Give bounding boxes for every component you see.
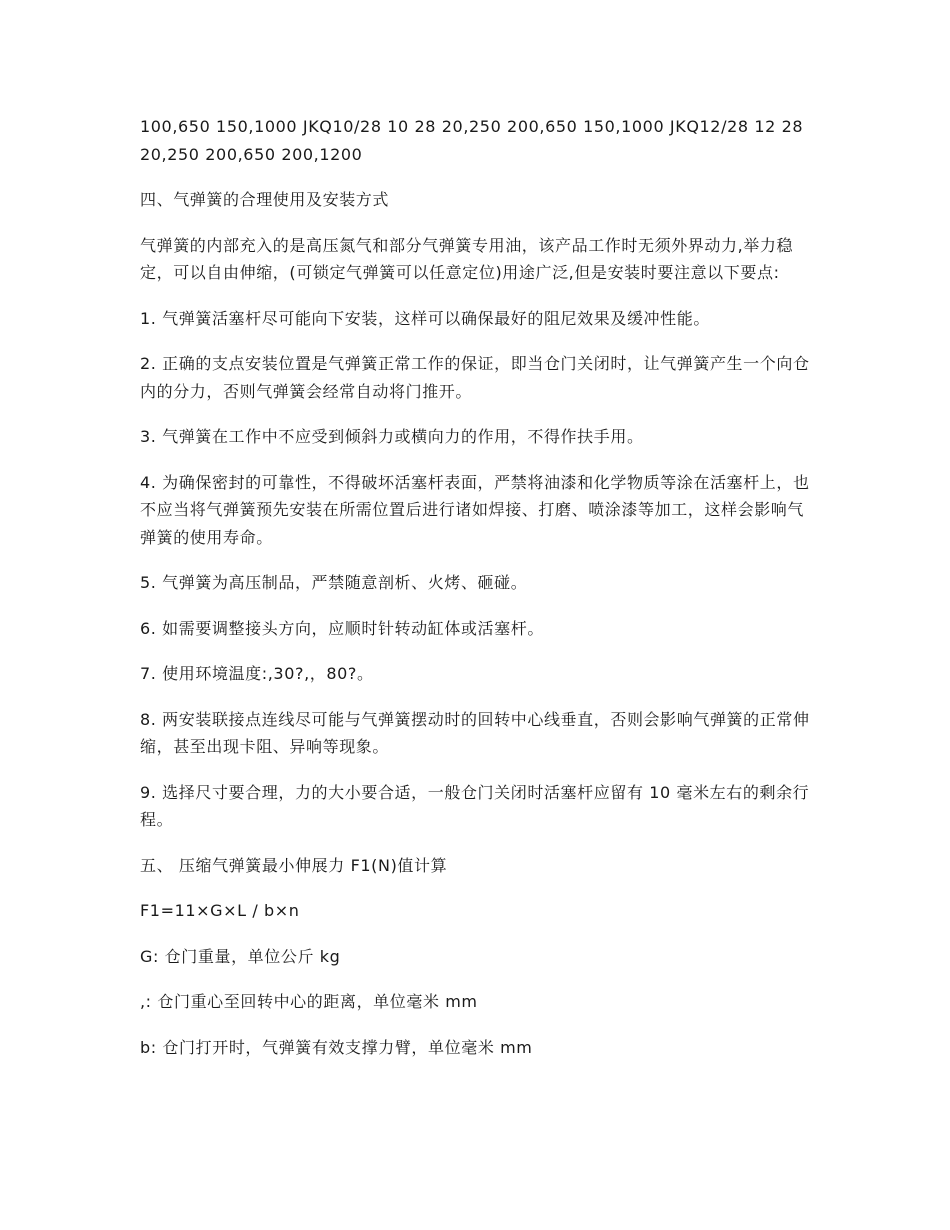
variable-l-definition: ,: 仓门重心至回转中心的距离，单位毫米 mm [140,992,478,1011]
list-item-3: 3. 气弹簧在工作中不应受到倾斜力或横向力的作用，不得作扶手用。 [140,427,644,446]
variable-b-definition: b: 仓门打开时，气弹簧有效支撑力臂，单位毫米 mm [140,1037,533,1057]
list-item-7: 7. 使用环境温度:,30?,，80?。 [140,664,374,683]
list-item-9: 9. 选择尺寸要合理，力的大小要合适，一般仓门关闭时活塞杆应留有 10 毫米左右的剩余行程。 [140,782,810,829]
intro-paragraph: 气弹簧的内部充入的是高压氮气和部分气弹簧专用油，该产品工作时无须外界动力,举力稳定，可以自由伸缩，(可锁定气弹簧可以任意定位)用途广泛,但是安装时要注意以下要点: [140,235,794,282]
variable-g-definition: G: 仓门重量，单位公斤 kg [140,946,341,966]
section-heading-installation: 四、气弹簧的合理使用及安装方式 [140,190,390,209]
list-item-4: 4. 为确保密封的可靠性，不得破坏活塞杆表面，严禁将油漆和化学物质等涂在活塞杆上，也不应当将气弹簧预先安装在所需位置后进行诸如焊接、打磨、喷涂漆等加工，这样会影响气弹簧的使用寿命。 [140,472,810,547]
formula: F1=11×G×L / b×n [140,901,300,920]
section-heading-force: 五、 压缩气弹簧最小伸展力 F1(N)值计算 [140,855,448,875]
list-item-6: 6. 如需要调整接头方向，应顺时针转动缸体或活塞杆。 [140,618,544,638]
document-page [140,113,820,1079]
list-item-8: 8. 两安装联接点连线尽可能与气弹簧摆动时的回转中心线垂直，否则会影响气弹簧的正常伸缩，甚至出现卡阻、异响等现象。 [140,709,810,756]
list-item-2: 2. 正确的支点安装位置是气弹簧正常工作的保证，即当仓门关闭时，让气弹簧产生一个向仓内的分力，否则气弹簧会经常自动将门推开。 [140,354,810,401]
list-item-5: 5. 气弹簧为高压制品，严禁随意剖析、火烤、砸碰。 [140,573,528,592]
spec-table-row-text: 100,650 150,1000 JKQ10/28 10 28 20,250 200,650 150,1000 JKQ12/28 12 28 20,250 200,650 200,1200 [140,117,804,164]
list-item-1: 1. 气弹簧活塞杆尽可能向下安装，这样可以确保最好的阻尼效果及缓冲性能。 [140,308,710,328]
